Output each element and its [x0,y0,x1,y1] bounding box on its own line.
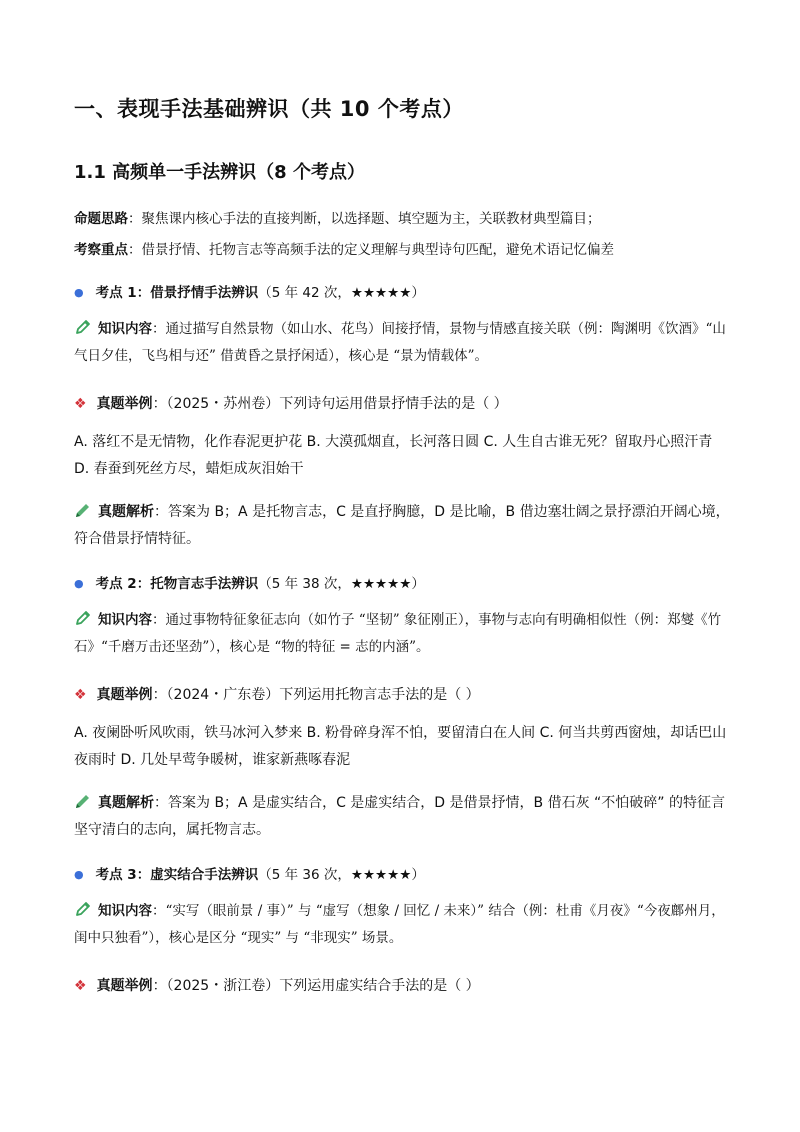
analysis-block: 真题解析：答案为 B；A 是虚实结合，C 是虚实结合，D 是借景抒情，B 借石灰 “不怕破碎” 的特征言坚守清白的志向，属托物言志。 [74,790,730,844]
meta-text: ：借景抒情、托物言志等高频手法的定义理解与典型诗句匹配，避免术语记忆偏差 [128,242,614,258]
example-line: ❖ 真题举例：（2024・广东卷）下列运用托物言志手法的是（ ） [74,687,480,703]
diamond-icon: ❖ [74,978,87,994]
point-heading: ● 考点 3：虚实结合手法辨识（5 年 36 次，★★★★★） [74,867,425,883]
meta-text: ：聚焦课内核心手法的直接判断，以选择题、填空题为主，关联教材典型篇目； [128,211,601,227]
section-heading: 一、表现手法基础辨识（共 10 个考点） [74,97,464,121]
meta-label: 考察重点 [74,242,128,258]
example-line: ❖ 真题举例：（2025・浙江卷）下列运用虚实结合手法的是（ ） [74,978,480,994]
point-heading: ● 考点 2：托物言志手法辨识（5 年 38 次，★★★★★） [74,576,425,592]
meta-label: 命题思路 [74,211,128,227]
pencil-icon [74,900,92,918]
pencil-icon [74,792,92,810]
meta-line-focus [74,240,614,260]
point-heading: ● 考点 1：借景抒情手法辨识（5 年 42 次，★★★★★） [74,285,425,301]
bullet-icon: ● [74,286,84,299]
pencil-icon [74,501,92,519]
pencil-icon [74,609,92,627]
knowledge-block: 知识内容：“实写（眼前景 / 事）” 与 “虚写（想象 / 回忆 / 未来）” 结合（例：杜甫《月夜》“今夜鄜州月，闺中只独看”），核心是区分 “现实” 与 “非现实” 场景。 [74,898,730,952]
knowledge-block: 知识内容：通过事物特征象征志向（如竹子 “坚韧” 象征刚正），事物与志向有明确相似性（例：郑燮《竹石》“千磨万击还坚劲”），核心是 “物的特征 = 志的内涵”。 [74,607,730,661]
subsection-heading: 1.1 高频单一手法辨识（8 个考点） [74,162,365,183]
pencil-icon [74,318,92,336]
knowledge-block: 知识内容：通过描写自然景物（如山水、花鸟）间接抒情，景物与情感直接关联（例：陶渊明《饮酒》“山气日夕佳，飞鸟相与还” 借黄昏之景抒闲适），核心是 “景为情载体”。 [74,316,730,370]
options-block: A. 落红不是无情物，化作春泥更护花 B. 大漠孤烟直，长河落日圆 C. 人生自古谁无死？留取丹心照汗青 D. 春蚕到死丝方尽，蜡炬成灰泪始干 [74,434,713,477]
meta-line-approach [74,209,601,229]
example-line: ❖ 真题举例：（2025・苏州卷）下列诗句运用借景抒情手法的是（ ） [74,396,508,412]
analysis-block: 真题解析：答案为 B；A 是托物言志，C 是直抒胸臆，D 是比喻，B 借边塞壮阔之景抒漂泊开阔心境，符合借景抒情特征。 [74,499,730,553]
options-block: A. 夜阑卧听风吹雨，铁马冰河入梦来 B. 粉骨碎身浑不怕，要留清白在人间 C. 何当共剪西窗烛，却话巴山夜雨时 D. 几处早莺争暖树，谁家新燕啄春泥 [74,725,727,768]
diamond-icon: ❖ [74,687,87,703]
bullet-icon: ● [74,577,84,590]
bullet-icon: ● [74,868,84,881]
diamond-icon: ❖ [74,396,87,412]
